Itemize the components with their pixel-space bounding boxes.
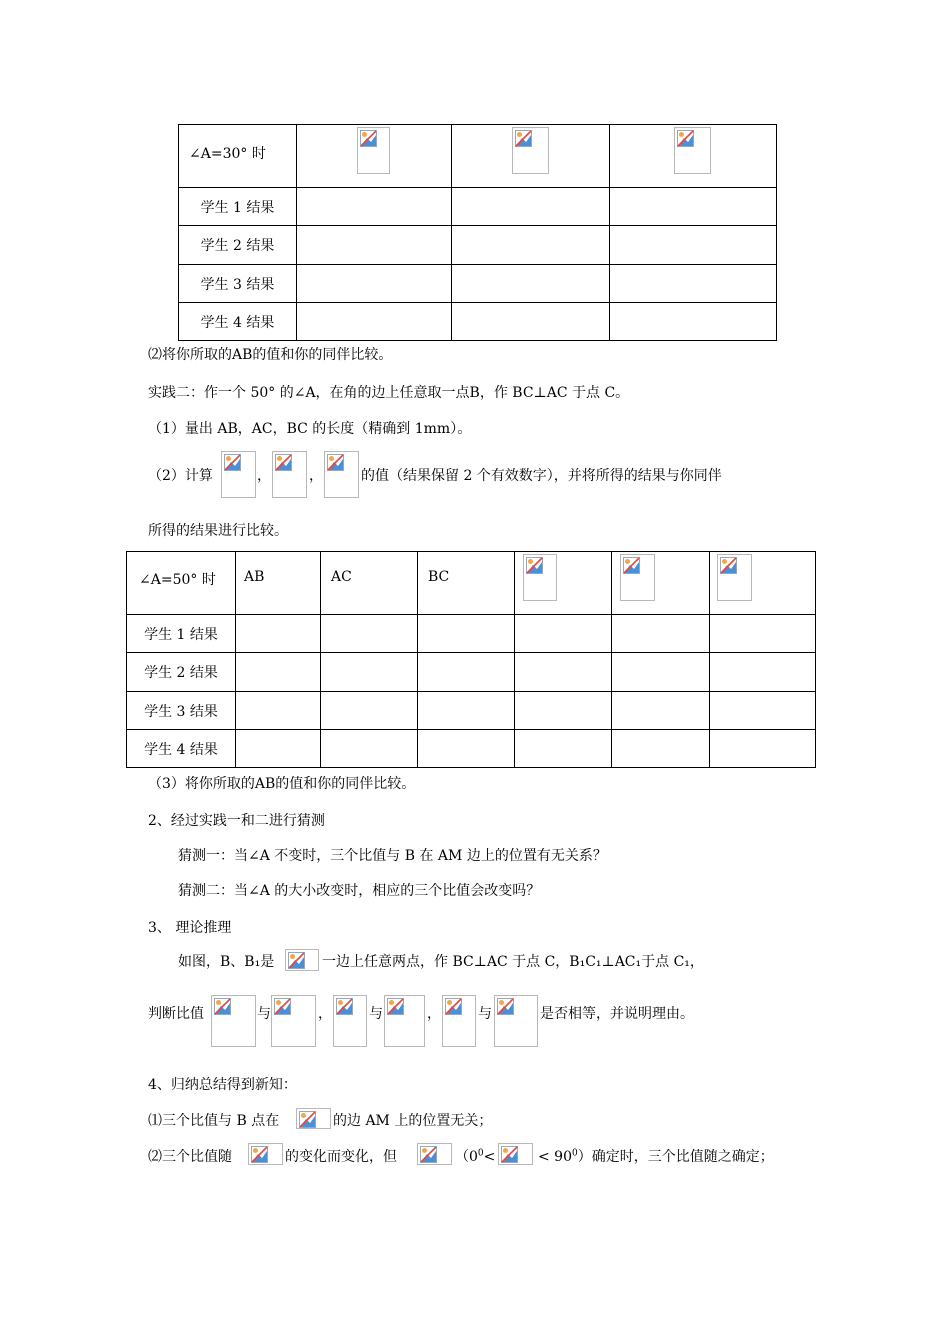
result-cell[interactable] (321, 653, 418, 692)
comma: ， (309, 468, 323, 484)
table2-header-ac: AC (321, 552, 418, 615)
result-cell[interactable] (297, 265, 452, 303)
judge-prefix: 判断比值 (148, 1006, 204, 1022)
connector-yu: 与 (257, 1006, 271, 1022)
formula-image-icon (384, 995, 425, 1047)
section3-title: 3、 理论推理 (148, 920, 232, 936)
angle-image-icon (417, 1143, 452, 1165)
results-table-30 (178, 124, 777, 341)
result-cell[interactable] (515, 615, 612, 653)
result-cell[interactable] (610, 188, 777, 226)
conclusion2-mid: 的变化而变化，但 (285, 1149, 397, 1165)
result-cell[interactable] (710, 730, 816, 768)
angle-image-icon (248, 1143, 283, 1165)
result-cell[interactable] (515, 692, 612, 730)
result-cell[interactable] (515, 730, 612, 768)
result-cell[interactable] (452, 265, 610, 303)
angle-image-icon (498, 1143, 533, 1165)
table2-row-label: 学生 3 结果 (127, 692, 236, 730)
guess1: 猜测一：当∠A 不变时，三个比值与 B 在 AM 边上的位置有无关系？ (178, 848, 607, 864)
result-cell[interactable] (452, 303, 610, 341)
result-cell[interactable] (418, 615, 515, 653)
angle-image-icon (285, 949, 319, 971)
table1-row-label: 学生 1 结果 (179, 188, 297, 226)
conclusion2-prefix: ⑵三个比值随 (148, 1149, 232, 1165)
result-cell[interactable] (612, 653, 710, 692)
section3-line1-part2: 一边上任意两点，作 BC⊥AC 于点 C，B₁C₁⊥AC₁于点 C₁， (322, 954, 704, 970)
formula-image-icon (221, 451, 256, 498)
result-cell[interactable] (610, 303, 777, 341)
formula-image-icon (442, 995, 476, 1047)
result-cell[interactable] (452, 188, 610, 226)
formula-image-icon (494, 995, 538, 1047)
result-cell[interactable] (236, 653, 321, 692)
table2-header-bc: BC (418, 552, 515, 615)
result-cell[interactable] (297, 188, 452, 226)
table2-row-label: 学生 4 结果 (127, 730, 236, 768)
table1-row-label: 学生 3 结果 (179, 265, 297, 303)
angle-image-icon (296, 1108, 331, 1129)
comma: ， (257, 468, 271, 484)
conclusion2-range-open: （$0^0<$ (455, 1148, 496, 1165)
result-cell[interactable] (612, 615, 710, 653)
result-cell[interactable] (710, 615, 816, 653)
result-cell[interactable] (612, 692, 710, 730)
table1-note: ⑵将你所取的AB的值和你的同伴比较。 (148, 347, 393, 363)
result-cell[interactable] (297, 303, 452, 341)
formula-image-icon (357, 127, 390, 174)
table1-row-label: 学生 2 结果 (179, 226, 297, 265)
table1-header-angle: ∠A=30° 时 (179, 125, 297, 188)
results-table-50 (126, 551, 816, 768)
formula-image-icon (211, 995, 256, 1047)
result-cell[interactable] (236, 615, 321, 653)
result-cell[interactable] (418, 692, 515, 730)
table2-row-label: 学生 1 结果 (127, 615, 236, 653)
connector-yu: 与 (369, 1006, 383, 1022)
result-cell[interactable] (297, 226, 452, 265)
section2-title: 2、经过实践一和二进行猜测 (148, 813, 325, 829)
result-cell[interactable] (236, 730, 321, 768)
formula-image-icon (620, 554, 655, 601)
result-cell[interactable] (321, 730, 418, 768)
result-cell[interactable] (321, 615, 418, 653)
table1-row-label: 学生 4 结果 (179, 303, 297, 341)
formula-image-icon (271, 995, 316, 1047)
judge-suffix: 是否相等，并说明理由。 (540, 1006, 694, 1022)
result-cell[interactable] (710, 692, 816, 730)
section3-line1-part1: 如图，B、B₁是 (178, 954, 275, 970)
conclusion1-prefix: ⑴三个比值与 B 点在 (148, 1113, 280, 1129)
separator-comma: ， (318, 1006, 332, 1022)
formula-image-icon (324, 451, 359, 498)
conclusion2-tail: < $90^0$）确定时，三个比值随之确定； (538, 1148, 774, 1165)
conclusion1-suffix: 的边 AM 上的位置无关； (333, 1113, 493, 1129)
practice2-title: 实践二：作一个 50° 的∠A，在角的边上任意取一点B，作 BC⊥AC 于点 C。 (148, 385, 630, 401)
table2-header-angle: ∠A=50° 时 (127, 552, 236, 615)
formula-image-icon (717, 554, 752, 601)
separator-comma: ， (427, 1006, 441, 1022)
practice2-question2-suffix: 的值（结果保留 2 个有效数字），并将所得的结果与你同伴 (361, 468, 722, 484)
guess2: 猜测二：当∠A 的大小改变时，相应的三个比值会改变吗？ (178, 883, 541, 899)
result-cell[interactable] (236, 692, 321, 730)
result-cell[interactable] (612, 730, 710, 768)
table2-note: （3）将你所取的AB的值和你的同伴比较。 (148, 776, 416, 792)
result-cell[interactable] (321, 692, 418, 730)
formula-image-icon (523, 554, 557, 601)
practice2-question2-prefix: （2）计算 (148, 468, 213, 484)
formula-image-icon (333, 995, 367, 1047)
formula-image-icon (512, 127, 549, 174)
result-cell[interactable] (418, 653, 515, 692)
result-cell[interactable] (610, 265, 777, 303)
result-cell[interactable] (610, 226, 777, 265)
result-cell[interactable] (452, 226, 610, 265)
practice2-question1: （1）量出 AB，AC，BC 的长度（精确到 1mm）。 (148, 421, 472, 437)
formula-image-icon (674, 127, 711, 174)
result-cell[interactable] (418, 730, 515, 768)
section4-title: 4、归纳总结得到新知： (148, 1077, 297, 1093)
practice2-question2-continued: 所得的结果进行比较。 (148, 523, 288, 539)
result-cell[interactable] (515, 653, 612, 692)
table2-header-ab: AB (236, 552, 321, 615)
result-cell[interactable] (710, 653, 816, 692)
table2-row-label: 学生 2 结果 (127, 653, 236, 692)
formula-image-icon (272, 451, 307, 498)
connector-yu: 与 (478, 1006, 492, 1022)
